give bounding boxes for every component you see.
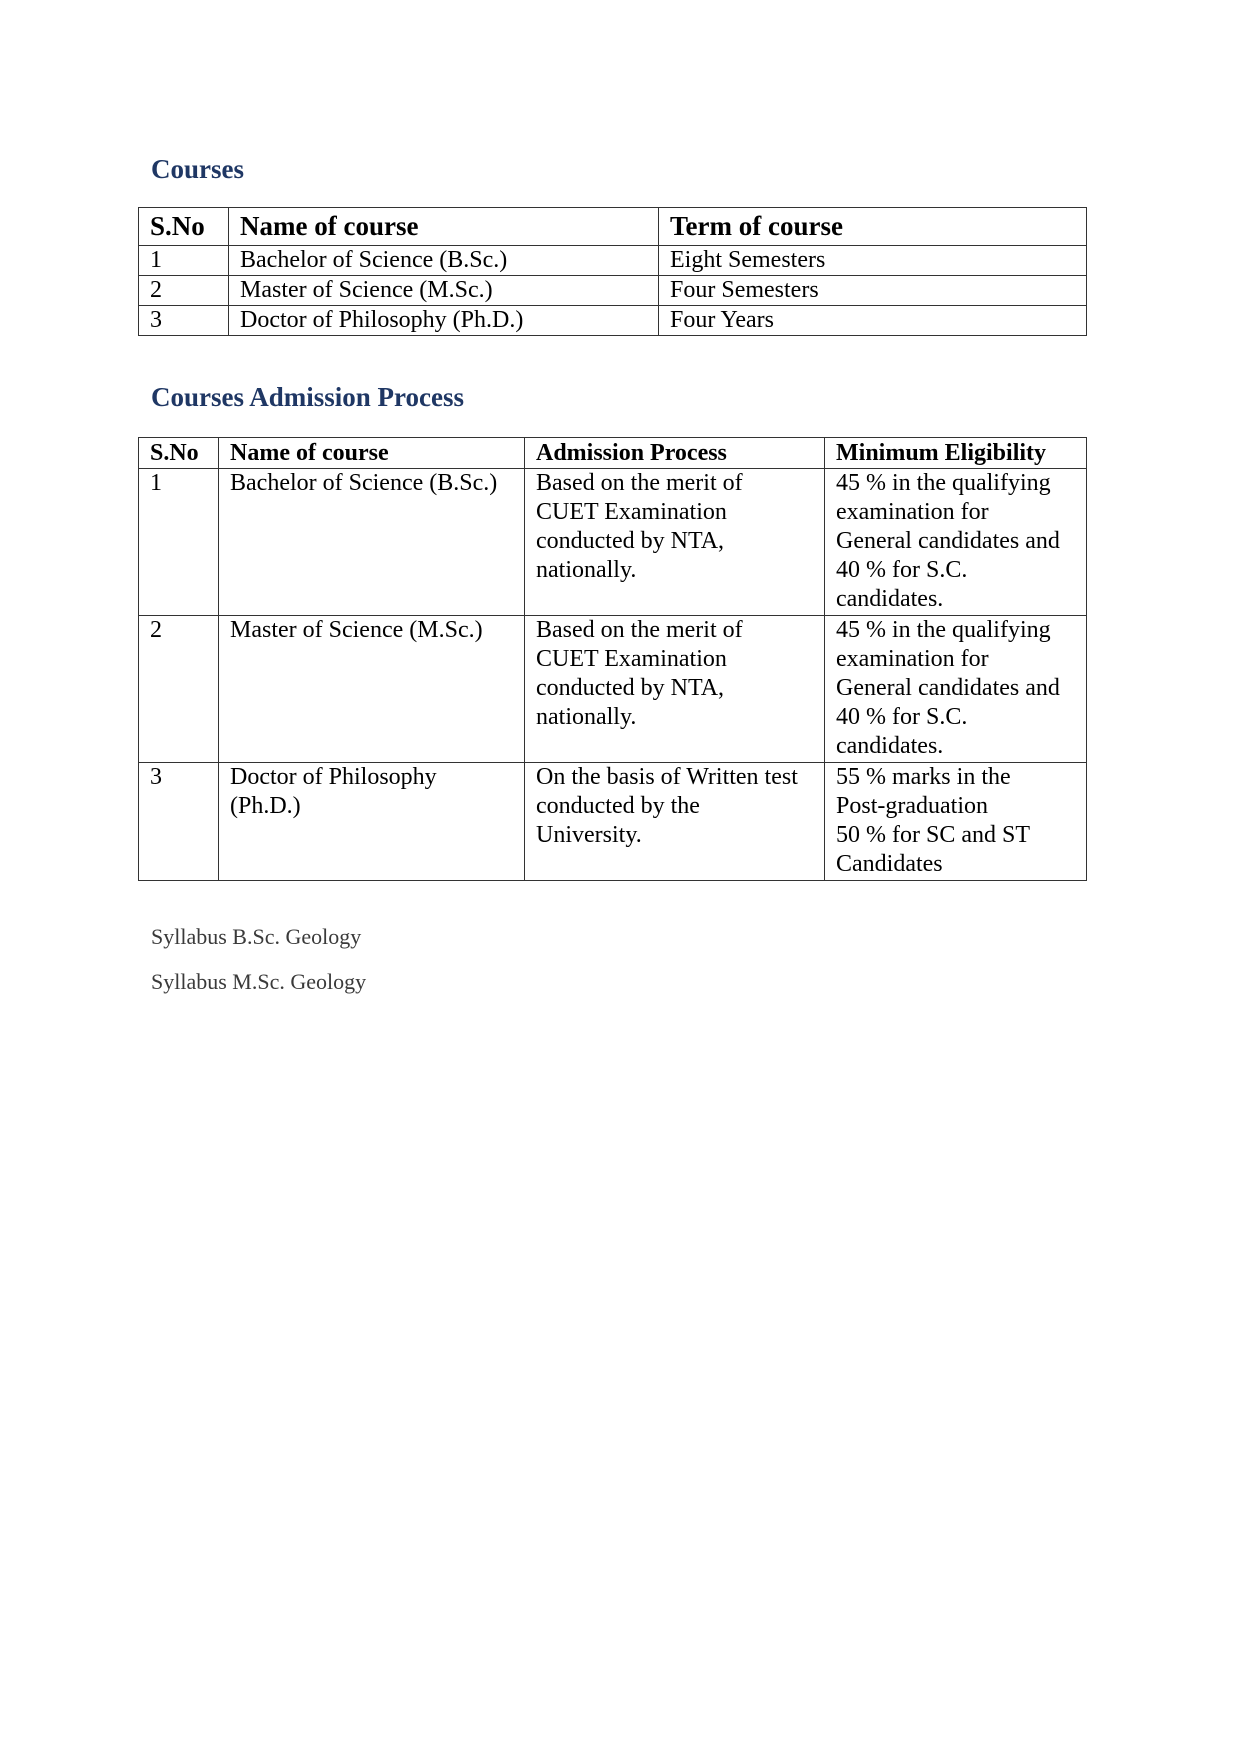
table-row (139, 306, 1087, 336)
admission-process-table (138, 437, 1087, 881)
text-line: CUET Examination (536, 646, 727, 672)
cell-sno: 1 (139, 246, 229, 276)
column-header-course-name: Name of course (229, 208, 659, 246)
table-row (139, 276, 1087, 306)
column-header-admission-process: Admission Process (525, 438, 825, 469)
text-line: Post-graduation (836, 793, 988, 819)
text-line: (Ph.D.) (230, 793, 301, 819)
column-header-course-name: Name of course (219, 438, 525, 469)
cell-minimum-eligibility (825, 616, 1087, 763)
courses-heading: Courses (151, 154, 244, 184)
text-line: General candidates and (836, 528, 1060, 554)
column-header-sno: S.No (139, 438, 219, 469)
table-row (139, 616, 1087, 763)
text-line: candidates. (836, 733, 944, 759)
text-line: conducted by NTA, (536, 675, 725, 701)
courses-table-header-row (139, 208, 1087, 246)
column-header-term: Term of course (659, 208, 1087, 246)
text-line: nationally. (536, 557, 637, 583)
column-header-sno: S.No (139, 208, 229, 246)
admission-table-header-row (139, 438, 1087, 469)
text-line: General candidates and (836, 675, 1060, 701)
text-line: 40 % for S.C. (836, 704, 968, 730)
table-row (139, 763, 1087, 881)
cell-course-name: Doctor of Philosophy (Ph.D.) (229, 306, 659, 336)
cell-term: Four Years (659, 306, 1087, 336)
text-line: Doctor of Philosophy (230, 764, 437, 790)
syllabus-msc-geology-link[interactable]: Syllabus M.Sc. Geology (151, 969, 367, 994)
cell-admission-process (525, 616, 825, 763)
cell-course-name (219, 763, 525, 881)
text-line: On the basis of Written test (536, 764, 798, 790)
text-line: 45 % in the qualifying (836, 617, 1051, 643)
text-line: examination for (836, 499, 989, 525)
table-row (139, 246, 1087, 276)
text-line: 45 % in the qualifying (836, 470, 1051, 496)
text-line: CUET Examination (536, 499, 727, 525)
cell-sno: 1 (139, 469, 219, 616)
cell-sno: 2 (139, 616, 219, 763)
text-line: Master of Science (M.Sc.) (230, 617, 483, 643)
text-line: 55 % marks in the (836, 764, 1011, 790)
text-line: University. (536, 822, 642, 848)
cell-course-name: Bachelor of Science (B.Sc.) (229, 246, 659, 276)
cell-sno: 3 (139, 763, 219, 881)
admission-process-heading: Courses Admission Process (151, 382, 465, 412)
text-line: nationally. (536, 704, 637, 730)
text-line: Based on the merit of (536, 470, 743, 496)
text-line: conducted by the (536, 793, 700, 819)
text-line: candidates. (836, 586, 944, 612)
cell-course-name (219, 469, 525, 616)
text-line: examination for (836, 646, 989, 672)
column-header-minimum-eligibility: Minimum Eligibility (825, 438, 1087, 469)
cell-sno: 2 (139, 276, 229, 306)
text-line: conducted by NTA, (536, 528, 725, 554)
text-line: Bachelor of Science (B.Sc.) (230, 470, 498, 496)
cell-sno: 3 (139, 306, 229, 336)
text-line: 40 % for S.C. (836, 557, 968, 583)
cell-term: Eight Semesters (659, 246, 1087, 276)
text-line: Candidates (836, 851, 943, 877)
cell-course-name: Master of Science (M.Sc.) (229, 276, 659, 306)
courses-table (138, 207, 1087, 336)
syllabus-bsc-geology-link[interactable]: Syllabus B.Sc. Geology (151, 924, 362, 949)
text-line: Based on the merit of (536, 617, 743, 643)
cell-minimum-eligibility (825, 763, 1087, 881)
table-row (139, 469, 1087, 616)
cell-term: Four Semesters (659, 276, 1087, 306)
text-line: 50 % for SC and ST (836, 822, 1030, 848)
cell-minimum-eligibility (825, 469, 1087, 616)
cell-admission-process (525, 763, 825, 881)
cell-admission-process (525, 469, 825, 616)
cell-course-name (219, 616, 525, 763)
